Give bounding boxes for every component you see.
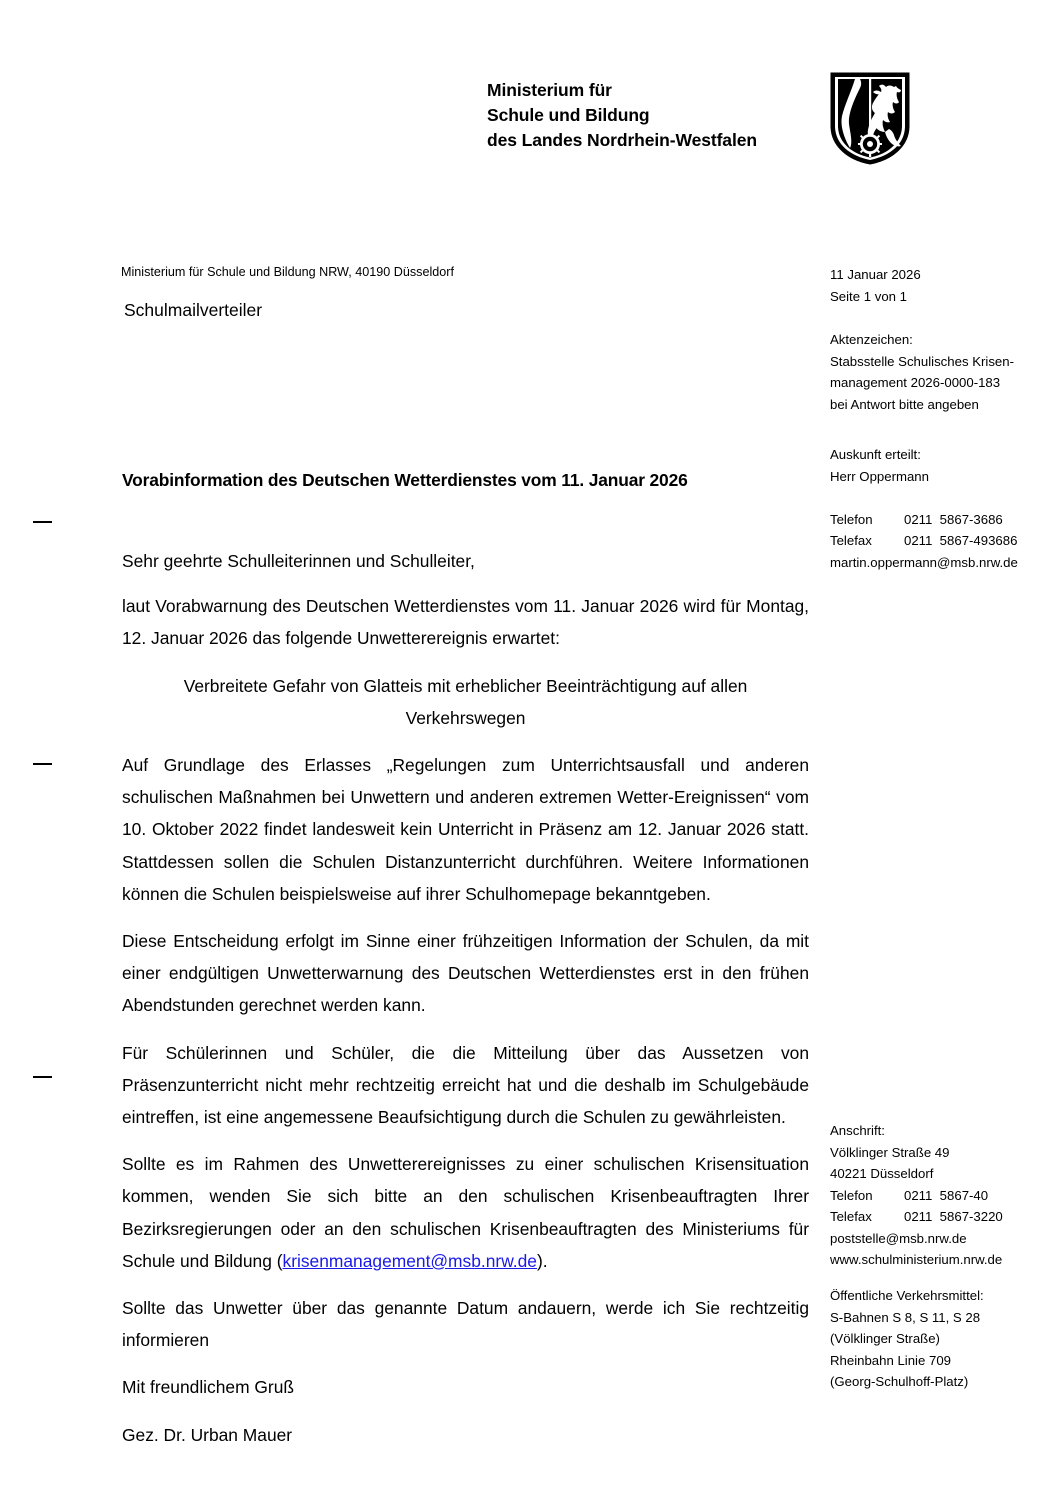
- fold-mark-top: [33, 521, 52, 523]
- crisis-email-link[interactable]: krisenmanagement@msb.nrw.de: [282, 1250, 537, 1271]
- address-phone-value: 0211 5867-40: [904, 1187, 989, 1203]
- contact-fax-value: 0211 5867-493686: [904, 533, 1018, 548]
- contact-phone-row: [830, 509, 1045, 531]
- transit-line-1: S-Bahnen S 8, S 11, S 28: [830, 1309, 981, 1325]
- fold-mark-middle: [33, 763, 52, 765]
- contact-label: Auskunft erteilt:: [830, 447, 921, 462]
- transit-line-3: Rheinbahn Linie 709: [830, 1352, 951, 1368]
- return-address-line: Ministerium für Schule und Bildung NRW, 40190 Düsseldorf: [121, 265, 454, 279]
- reference-note: bei Antwort bitte angeben: [830, 396, 979, 412]
- contact-fax-row: [830, 530, 1045, 552]
- crisis-text-after: ).: [536, 1250, 548, 1271]
- address-fax-label: Telefax: [830, 1209, 872, 1224]
- contact-block: [830, 444, 1045, 573]
- signature-line: Gez. Dr. Urban Mauer: [122, 1424, 293, 1445]
- subject-line: Vorabinformation des Deutschen Wetterdienstes vom 11. Januar 2026: [122, 470, 688, 490]
- transit-label: Öffentliche Verkehrsmittel:: [830, 1288, 984, 1303]
- address-phone-row: [830, 1185, 1045, 1207]
- address-fax-row: [830, 1206, 1045, 1228]
- warning-paragraph: Verbreitete Gefahr von Glatteis mit erheblicher Beeinträchtigung auf allen Verkehrswegen: [183, 675, 748, 728]
- rationale-paragraph: Diese Entscheidung erfolgt im Sinne einer frühzeitigen Information der Schulen, da mit einer endgültigen Unwetterwarnung des Deutschen Wetterdienstes erst in den frühen Abendstunden gerechnet werden kann.: [122, 931, 809, 1016]
- fold-mark-bottom: [33, 1076, 52, 1078]
- reference-block: [830, 329, 1045, 415]
- letterhead-line-2: Schule und Bildung: [487, 105, 650, 125]
- supervision-paragraph: Für Schülerinnen und Schüler, die die Mitteilung über das Aussetzen von Präsenzunterricht nicht mehr rechtzeitig erreicht hat und die deshalb im Schulgebäude eintreffen, ist eine angemessene Beaufsichtigung durch die Schulen zu gewährleisten.: [122, 1042, 809, 1128]
- crisis-text-before: Sollte es im Rahmen des Unwetterereignisses zu einer schulischen Krisensituation kommen, wenden Sie sich bitte an den schulischen Krisenbeauftragten Ihrer Bezirksregierungen oder an den schulischen Krisenbeauftragten des Ministeriums für Schule und Bildung (: [122, 1154, 809, 1271]
- crisis-contact-paragraph: [122, 1148, 809, 1277]
- transit-line-4: (Georg-Schulhoff-Platz): [830, 1374, 969, 1389]
- letter-date: 11 Januar 2026: [830, 267, 921, 282]
- contact-name: Herr Oppermann: [830, 468, 929, 484]
- letterhead: [487, 78, 817, 153]
- intro-paragraph: laut Vorabwarnung des Deutschen Wetterdienstes vom 11. Januar 2026 wird für Montag, 12. Januar 2026 das folgende Unwetterereignis erwartet:: [122, 596, 809, 649]
- letter-body: [122, 545, 809, 1451]
- closing-line: Mit freundlichem Gruß: [122, 1377, 295, 1398]
- contact-fax-label: Telefax: [830, 533, 872, 548]
- contact-spacer: [830, 487, 1045, 509]
- address-email[interactable]: poststelle@msb.nrw.de: [830, 1230, 967, 1246]
- letterhead-line-1: Ministerium für: [487, 80, 612, 100]
- contact-phone-value: 0211 5867-3686: [904, 511, 1003, 527]
- date-block: [830, 264, 1045, 307]
- address-city: 40221 Düsseldorf: [830, 1166, 934, 1181]
- address-phone-label: Telefon: [830, 1187, 873, 1203]
- public-transport-block: [830, 1285, 1045, 1393]
- reference-line-1: Stabsstelle Schulisches Krisen-: [830, 353, 1014, 369]
- recipient-name: Schulmailverteiler: [124, 300, 263, 320]
- reference-label: Aktenzeichen:: [830, 332, 913, 347]
- salutation: Sehr geehrte Schulleiterinnen und Schulleiter,: [122, 551, 475, 571]
- reference-line-2: management 2026-0000-183: [830, 375, 1001, 390]
- page-number: Seite 1 von 1: [830, 288, 907, 304]
- postal-address-block: [830, 1120, 1045, 1271]
- letterhead-line-3: des Landes Nordrhein-Westfalen: [487, 130, 757, 150]
- followup-paragraph: Sollte das Unwetter über das genannte Datum andauern, werde ich Sie rechtzeitig informieren: [122, 1298, 809, 1351]
- nrw-coat-of-arms-icon: [828, 70, 912, 166]
- address-street: Völklinger Straße 49: [830, 1144, 950, 1160]
- address-website[interactable]: www.schulministerium.nrw.de: [830, 1252, 1003, 1267]
- contact-phone-label: Telefon: [830, 511, 873, 527]
- contact-email[interactable]: martin.oppermann@msb.nrw.de: [830, 554, 1018, 570]
- address-label: Anschrift:: [830, 1123, 885, 1138]
- decree-paragraph: Auf Grundlage des Erlasses „Regelungen zum Unterrichtsausfall und anderen schulischen Maßnahmen bei Unwettern und anderen extremen Wetter-Ereignissen“ vom 10. Oktober 2022 findet landesweit kein Unterricht in Präsenz am 12. Januar 2026 statt. Stattdessen sollen die Schulen Distanzunterricht durchführen. Weitere Informationen können die Schulen beispielsweise auf ihrer Schulhomepage bekanntgeben.: [122, 755, 809, 904]
- address-fax-value: 0211 5867-3220: [904, 1209, 1003, 1224]
- transit-line-2: (Völklinger Straße): [830, 1331, 940, 1346]
